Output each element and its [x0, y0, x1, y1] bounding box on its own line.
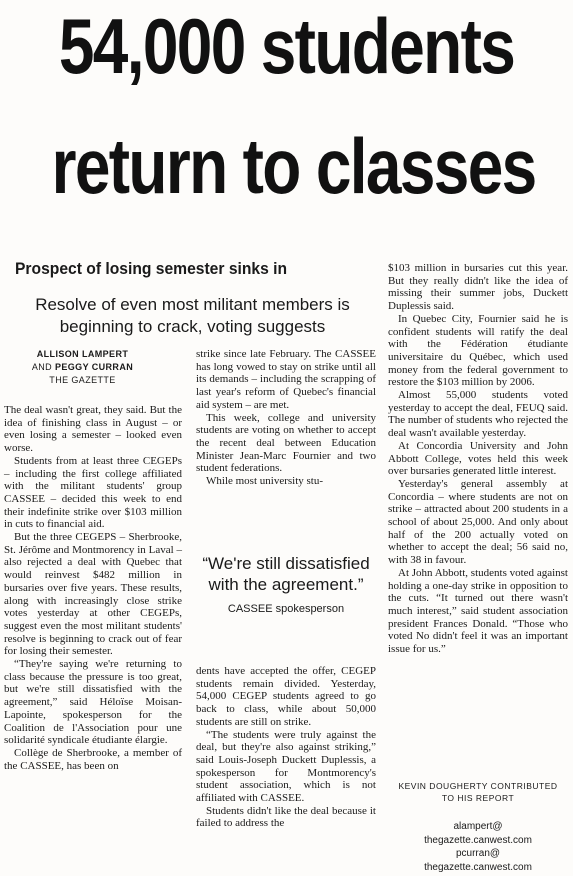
pull-quote-source: CASSEE spokesperson [227, 603, 345, 615]
subheadline: Prospect of losing semester sinks in [15, 259, 288, 278]
paragraph: strike since late February. The CASSEE has long vowed to stay on strike until all its demands – including the scrapping of last year's reform of Quebec's financial aid system – are met. [196, 348, 376, 411]
paragraph: Collège de Sherbrooke, a member of the CASSEE, has been on [4, 746, 182, 772]
paragraph: Yesterday's general assembly at Concordia – where students are not on strike – attracted about 200 students in a school of about 25,000. And only about half of the 200 actually voted on whether to accept the deal; 56 said no, with 38 in favour. [388, 477, 568, 567]
email-line: pcurran@ [455, 848, 501, 859]
email-line: alampert@ [453, 821, 503, 832]
deck: Resolve of even most militant members is beginning to crack, voting suggests [35, 295, 350, 336]
pull-quote [196, 553, 376, 616]
headline-line-2: return to classes [51, 122, 536, 210]
publication: THE GAZETTE [49, 375, 116, 385]
contributor-note [388, 780, 568, 804]
paragraph: At John Abbott, students voted against holding a one-day strike in opposition to the cuts. “It turned out there wasn't much interest,” said student association president Frances Donald. “Those who voted No didn't feel it was an important issue for us.” [388, 566, 568, 656]
column-1 [4, 404, 182, 772]
column-2-top [196, 348, 376, 488]
email-line: thegazette.canwest.com [424, 861, 532, 873]
paragraph: Students didn't like the deal because it failed to address the [196, 804, 376, 830]
contributor-line-1: KEVIN DOUGHERTY CONTRIBUTED [398, 781, 558, 791]
byline-and: AND [31, 362, 53, 372]
paragraph: At Concordia University and John Abbott College, votes held this week over bursaries generated little interest. [388, 439, 568, 478]
paragraph: $103 million in bursaries cut this year. But they really didn't like the idea of missing their summer jobs, Duckett Duplessis said. [388, 262, 568, 313]
column-3 [388, 262, 568, 656]
contributor-line-2: TO HIS REPORT [441, 793, 515, 803]
paragraph: But the three CEGEPS – Sherbrooke, St. Jérôme and Montmorency in Laval – also rejected a deal with Quebec that would reinvest $482 million in bursaries over five years. These results, along with increasingly close strike votes yesterday at other CEGEPs, suggest even the most militant students' resolve is beginning to crack out of fear for losing their semester. [4, 531, 182, 658]
paragraph: Students from at least three CEGEPs – including the first college affiliated with the militant students' group CASSEE – decided this week to end their indefinite strike over $103 million in cuts to financial aid. [4, 454, 182, 531]
byline [0, 348, 165, 387]
paragraph: dents have accepted the offer, CEGEP students remain divided. Yesterday, 54,000 CEGEP students agreed to go back to class, while about 50,000 students are still on strike. [196, 665, 376, 728]
column-2-bottom [196, 665, 376, 830]
paragraph: “They're saying we're returning to class because the pressure is too great, but we're still dissatisfied with the agreement,” said Héloïse Moisan-Lapointe, spokesperson for the Coalition de l'Association pour une solidarité syndicale étudiante élargie. [4, 658, 182, 747]
author-2: PEGGY CURRAN [54, 362, 134, 372]
author-1: ALLISON LAMPERT [36, 349, 129, 359]
paragraph: Almost 55,000 students voted yesterday to accept the deal, FEUQ said. The number of students who rejected the deal wasn't available yesterday. [388, 389, 568, 440]
paragraph: While most university stu- [206, 475, 324, 488]
headline-line-1: 54,000 students [58, 2, 515, 90]
paragraph: In Quebec City, Fournier said he is confident students will ratify the deal with the Fédération étudiante universitaire du Québec, which used money from the federal government to restore the $103 million by 2006. [388, 312, 568, 389]
pull-quote-text: “We're still dissatisfied with the agreement.” [202, 554, 370, 594]
paragraph: This week, college and university students are voting on whether to accept the recent deal between Education Minister Jean-Marc Fournier and two student federations. [196, 411, 376, 475]
author-emails [388, 820, 568, 874]
paragraph: “The students were truly against the deal, but they're also against striking,” said Louis-Joseph Duckett Duplessis, a spokesperson for Montmorency's student association, which is not affiliated with CASSEE. [196, 728, 376, 805]
email-line: thegazette.canwest.com [424, 834, 532, 846]
paragraph: The deal wasn't great, they said. But the idea of finishing class in August – or even losing a semester – looked even worse. [4, 404, 182, 455]
